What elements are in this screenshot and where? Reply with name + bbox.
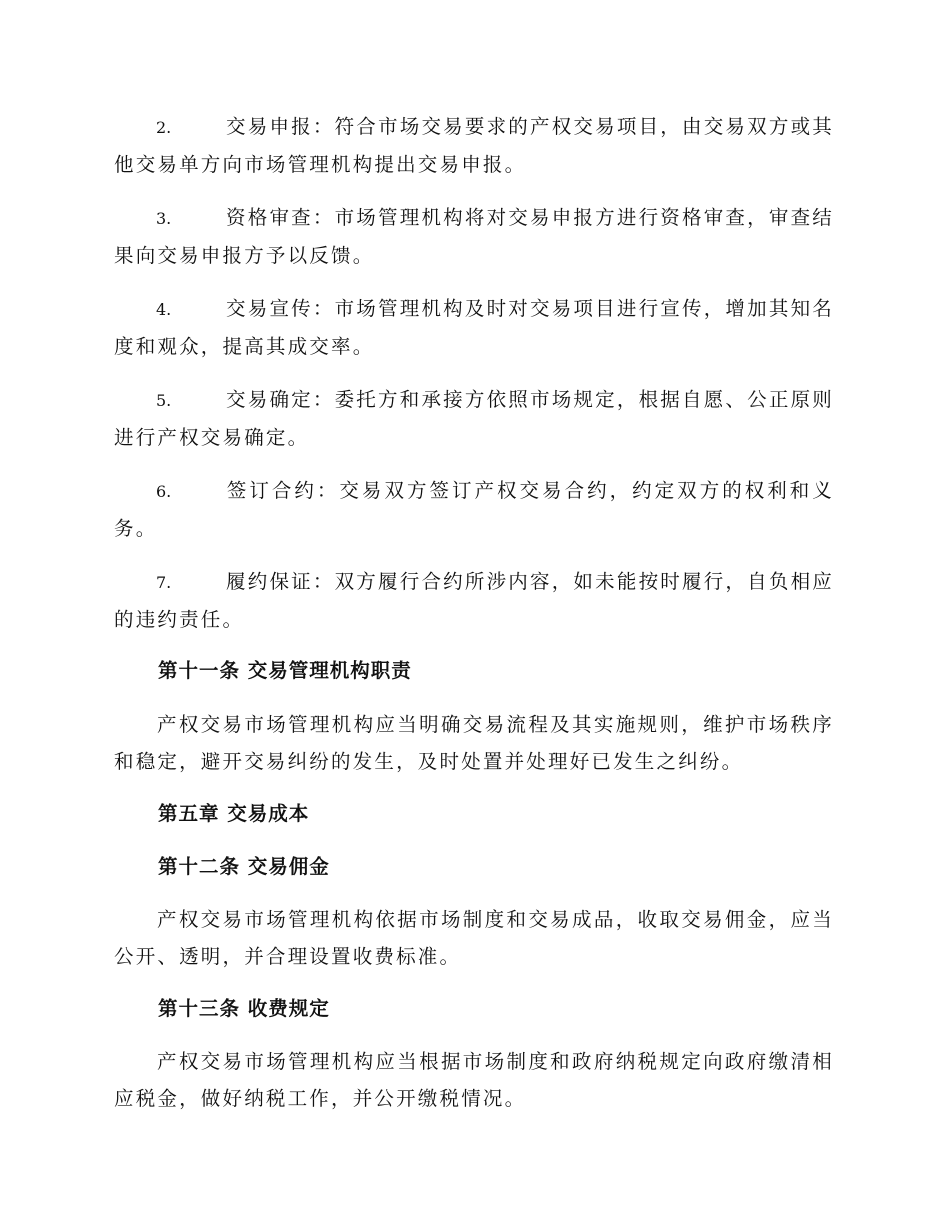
list-item-number: 7. [156,573,172,592]
list-item-text: 交易宣传：市场管理机构及时对交易项目进行宣传，增加其知名度和观众，提高其成交率。 [114,297,834,358]
article-13-body: 产权交易市场管理机构应当根据市场制度和政府纳税规定向政府缴清相应税金，做好纳税工作，并公开缴税情况。 [114,1050,834,1110]
list-item-text: 交易申报：符合市场交易要求的产权交易项目，由交易双方或其他交易单方向市场管理机构提出交易申报。 [114,115,834,176]
list-item-number: 5. [156,391,172,410]
article-13-heading: 第十三条 收费规定 [158,997,330,1020]
list-item-2 [114,108,834,183]
list-item-7 [114,563,834,638]
list-item-text: 履约保证：双方履行合约所涉内容，如未能按时履行，自负相应的违约责任。 [114,570,834,631]
article-12-heading: 第十二条 交易佣金 [158,855,330,878]
chapter-5-heading: 第五章 交易成本 [158,802,310,825]
list-item-5 [114,381,834,456]
list-item-number: 3. [156,209,172,228]
article-11-body: 产权交易市场管理机构应当明确交易流程及其实施规则，维护市场秩序和稳定，避开交易纠纷的发生，及时处置并处理好已发生之纠纷。 [114,713,834,773]
list-item-text: 签订合约：交易双方签订产权交易合约，约定双方的权利和义务。 [114,479,834,540]
list-item-number: 2. [156,118,172,137]
list-item-number: 6. [156,482,172,501]
article-12-body: 产权交易市场管理机构依据市场制度和交易成品，收取交易佣金，应当公开、透明，并合理设置收费标准。 [114,908,834,968]
list-item-3 [114,199,834,274]
list-item-number: 4. [156,300,172,319]
list-item-text: 资格审查：市场管理机构将对交易申报方进行资格审查，审查结果向交易申报方予以反馈。 [114,206,834,267]
list-item-6 [114,472,834,547]
list-item-text: 交易确定：委托方和承接方依照市场规定，根据自愿、公正原则进行产权交易确定。 [114,388,834,449]
article-11-heading: 第十一条 交易管理机构职责 [158,659,412,682]
list-item-4 [114,290,834,365]
